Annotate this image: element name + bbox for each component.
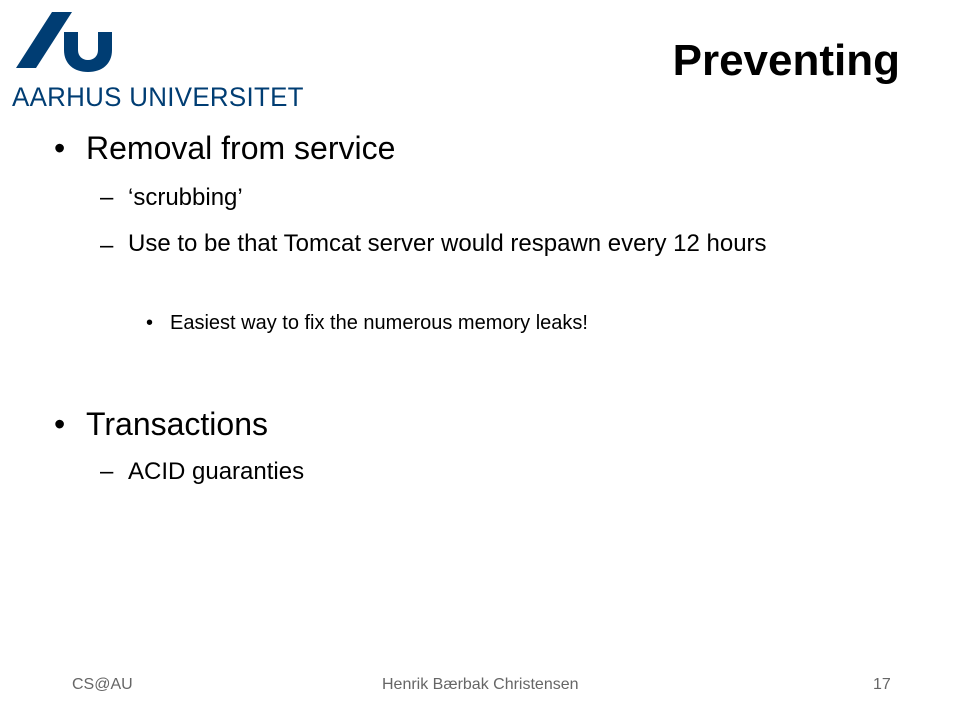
bullet-marker: • <box>146 312 154 334</box>
footer-left: CS@AU <box>72 676 133 693</box>
university-logo-text: AARHUS UNIVERSITET <box>12 82 304 112</box>
au-seal-icon <box>12 10 122 77</box>
dash-marker: – <box>100 184 114 211</box>
bullet-level1: Transactions <box>86 406 268 442</box>
bullet-level2: ACID guaranties <box>128 458 305 485</box>
bullet-marker: • <box>54 406 66 442</box>
bullet-level2: ‘scrubbing’ <box>128 184 243 211</box>
page-number: 17 <box>873 676 891 693</box>
bullet-level1: Removal from service <box>86 130 396 166</box>
footer-author: Henrik Bærbak Christensen <box>382 676 579 693</box>
dash-marker: – <box>100 232 114 259</box>
bullet-marker: • <box>54 130 66 166</box>
dash-marker: – <box>100 458 114 485</box>
slide-title: Preventing <box>672 36 900 85</box>
bullet-level3: Easiest way to fix the numerous memory leaks! <box>170 312 588 334</box>
bullet-level2: Use to be that Tomcat server would respawn every 12 hours <box>128 230 767 257</box>
